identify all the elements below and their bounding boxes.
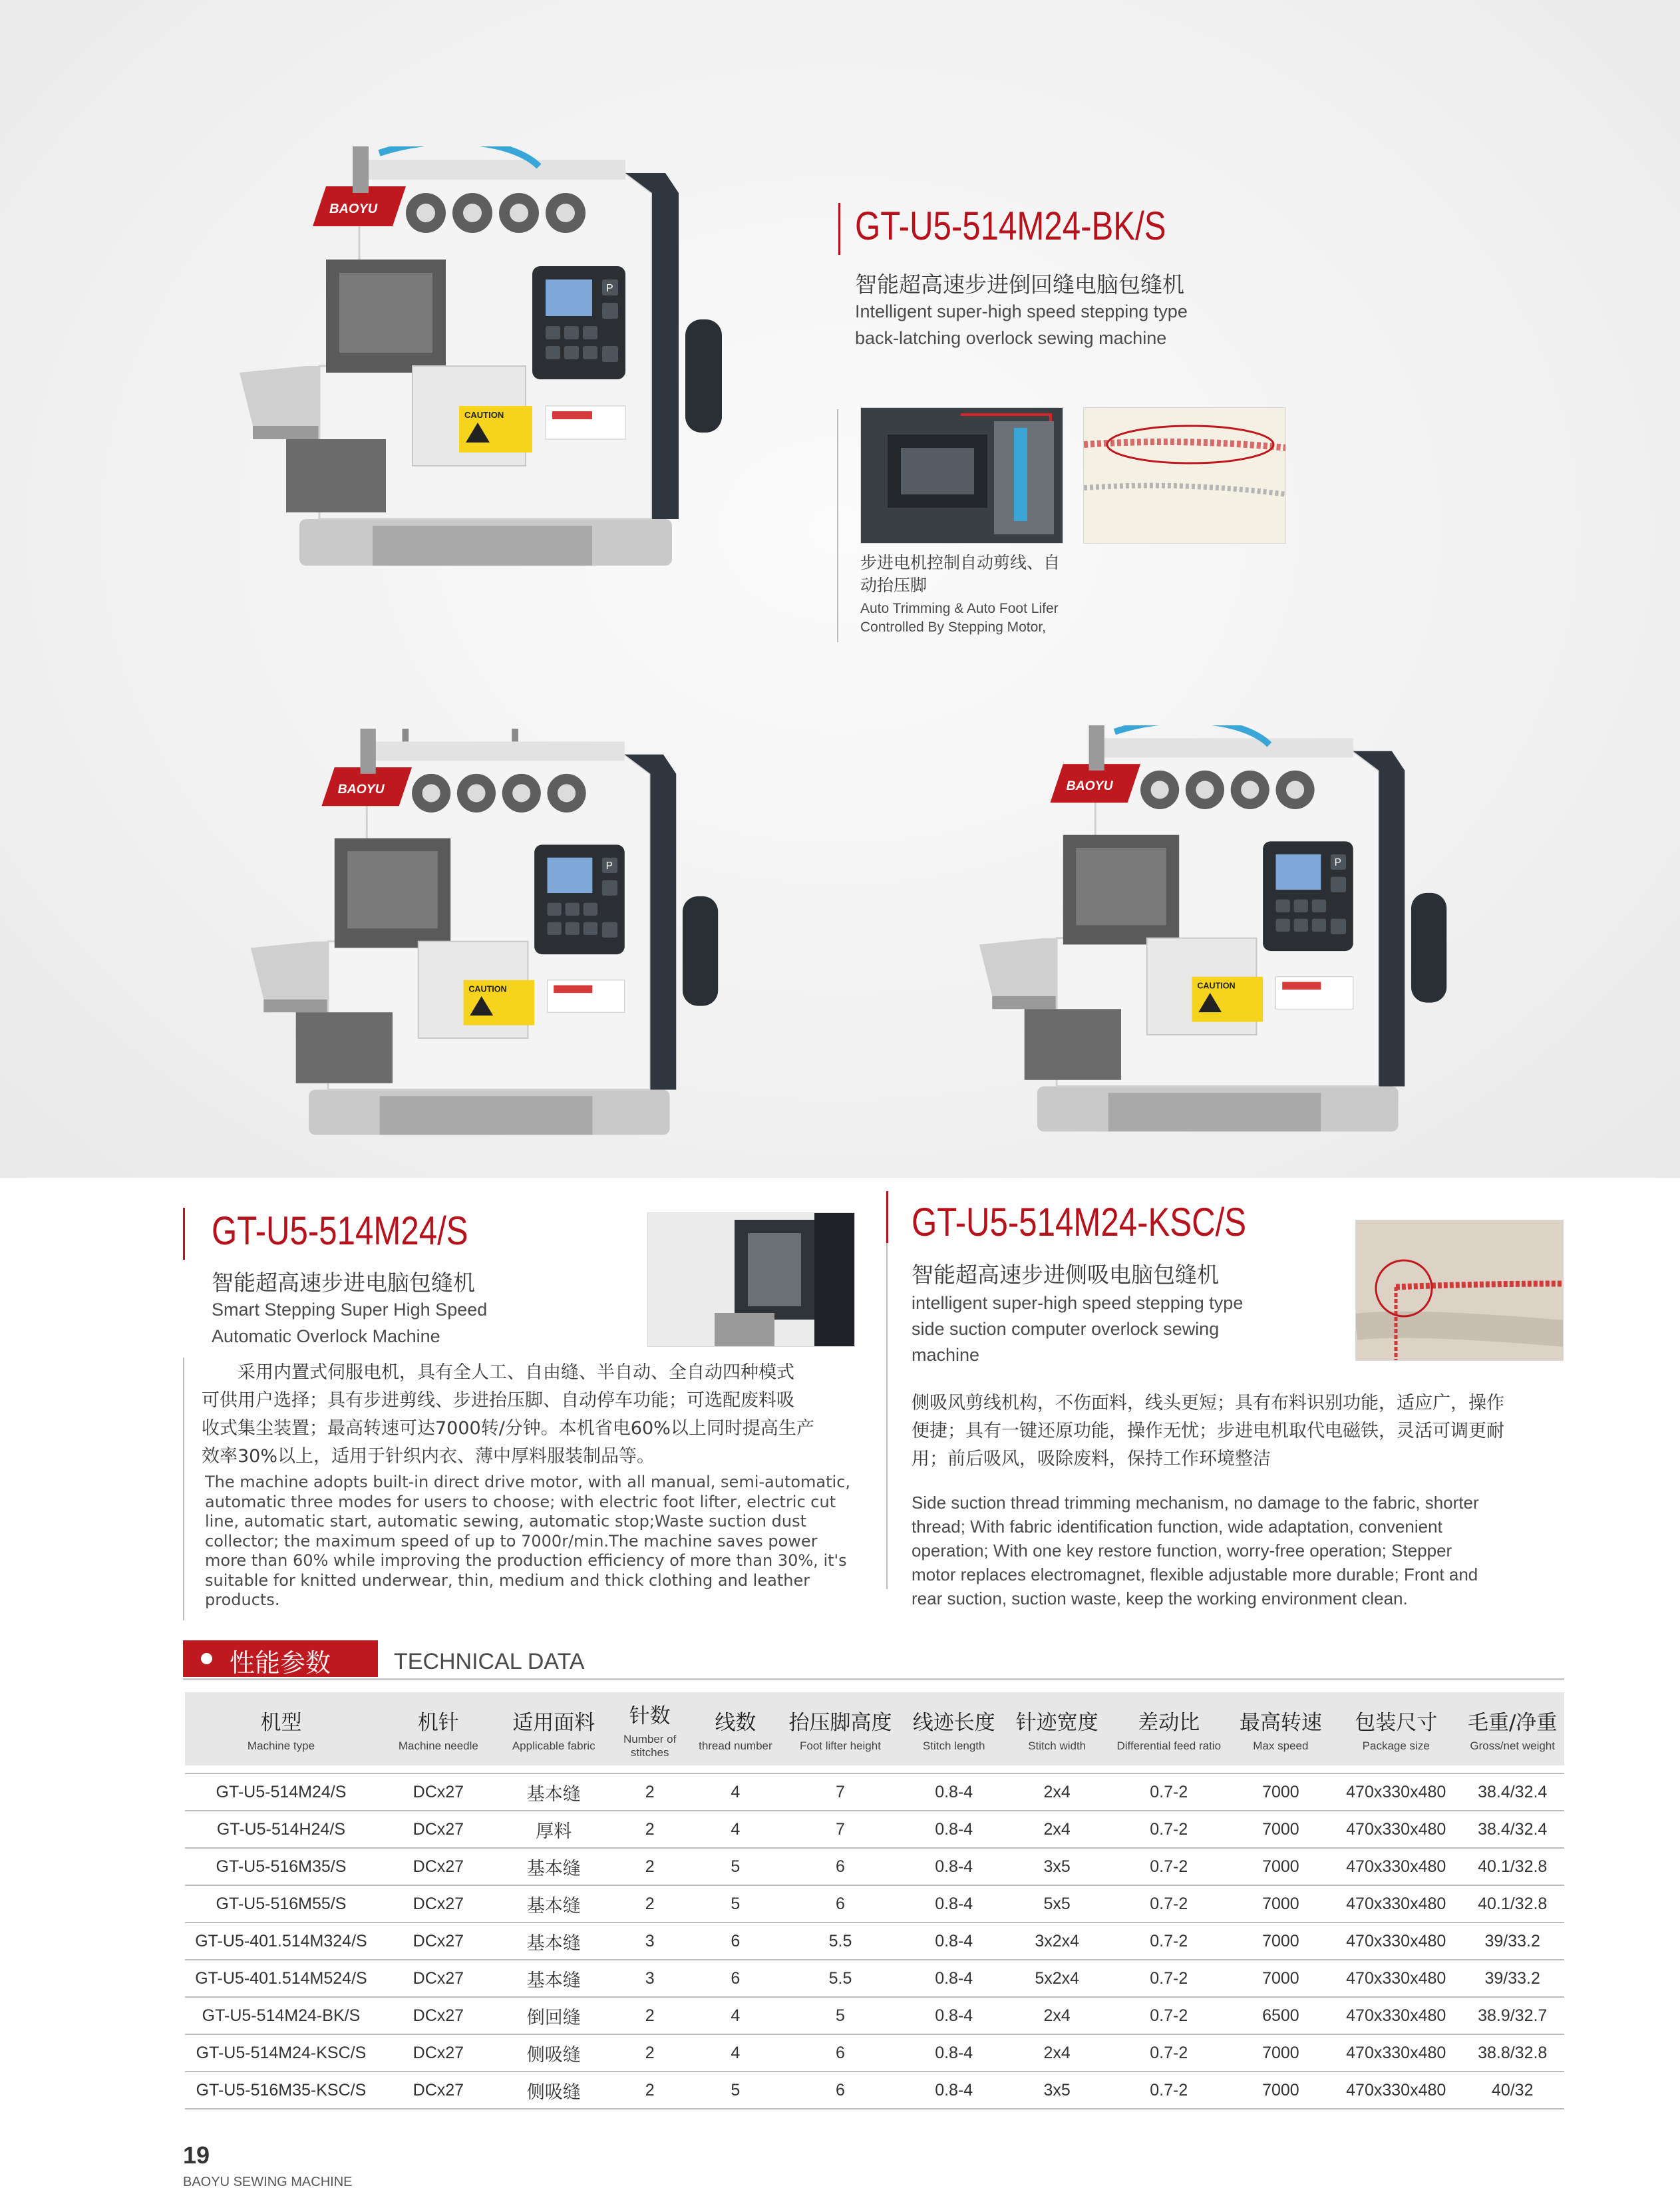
table-cell: 5 <box>692 1848 779 1885</box>
header-en: Applicable fabric <box>512 1739 595 1752</box>
table-cell: DCx27 <box>377 1960 500 1997</box>
table-cell: 7000 <box>1230 2034 1331 2072</box>
desc-zh-s-line: 效率30%以上，适用于针织内衣、薄中厚料服装制品等。 <box>202 1446 655 1467</box>
table-cell: 0.8-4 <box>902 1922 1007 1960</box>
table-cell: 470x330x480 <box>1331 1922 1460 1960</box>
desc-en-s-line: suitable for knitted underwear, thin, medium and thick clothing and leather <box>205 1570 810 1590</box>
header-zh: 机型 <box>260 1710 302 1735</box>
model-title-s: GT-U5-514M24/S <box>212 1208 468 1253</box>
table-cell: 7000 <box>1230 1848 1331 1885</box>
table-cell: GT-U5-514M24/S <box>185 1773 377 1811</box>
desc-en-ksc-line: Side suction thread trimming mechanism, no damage to the fabric, shorter <box>912 1493 1479 1513</box>
photo-side-suction-stitch <box>1355 1220 1564 1361</box>
title-accent-s <box>183 1208 185 1260</box>
section-underline <box>183 1678 1564 1680</box>
desc-en-s-line: The machine adopts built-in direct drive motor, with all manual, semi-automatic, <box>205 1473 851 1491</box>
table-cell: 0.8-4 <box>902 1773 1007 1811</box>
table-cell: 2 <box>608 1773 692 1811</box>
panel-key-text: P <box>1334 857 1341 869</box>
table-cell: 0.7-2 <box>1108 1811 1230 1848</box>
table-cell: 0.7-2 <box>1108 1997 1230 2034</box>
name-en-bks-2: back-latching overlock sewing machine <box>855 328 1167 348</box>
table-cell: 6 <box>692 1960 779 1997</box>
table-cell: 3x5 <box>1007 2072 1108 2109</box>
table-cell: 基本缝 <box>500 1885 608 1922</box>
header-zh: 适用面料 <box>512 1710 595 1735</box>
table-row <box>185 1997 1564 2034</box>
table-cell: 470x330x480 <box>1331 1885 1460 1922</box>
table-cell: 6 <box>692 1922 779 1960</box>
table-cell: 侧吸缝 <box>500 2072 608 2109</box>
header-zh: 针数 <box>629 1704 671 1728</box>
desc-en-ksc-line: rear suction, suction waste, keep the working environment clean. <box>912 1588 1408 1608</box>
table-cell: 0.7-2 <box>1108 1922 1230 1960</box>
desc-zh-s-line: 可供用户选择；具有步进剪线、步进抬压脚、自动停车功能；可选配废料吸 <box>202 1390 794 1411</box>
table-header-row <box>185 1692 1564 1765</box>
feature-en-bks-1: Auto Trimming & Auto Foot Lifer <box>860 601 1059 616</box>
table-header-cell <box>185 1692 377 1765</box>
desc-en-s-line: more than 60% while improving the production efficiency of more than 30%, it's <box>205 1551 847 1570</box>
table-cell: DCx27 <box>377 1811 500 1848</box>
table-cell: 6500 <box>1230 1997 1331 2034</box>
brand-logo-text: BAOYU <box>337 781 385 797</box>
table-cell: 3 <box>608 1960 692 1997</box>
table-cell: 38.8/32.8 <box>1460 2034 1564 2072</box>
feature-zh-bks-2: 动抬压脚 <box>860 576 927 595</box>
feature-zh-bks-1: 步进电机控制自动剪线、自 <box>860 553 1061 572</box>
name-en-ksc-2: side suction computer overlock sewing <box>912 1319 1220 1339</box>
header-zh: 线数 <box>715 1710 756 1735</box>
model-title-bks: GT-U5-514M24-BK/S <box>855 204 1166 248</box>
table-cell: 470x330x480 <box>1331 2072 1460 2109</box>
table-cell: 0.8-4 <box>902 2034 1007 2072</box>
header-en: Package size <box>1362 1739 1430 1752</box>
table-header-cell <box>902 1692 1007 1765</box>
header-zh: 线迹长度 <box>912 1710 995 1735</box>
table-header-cell <box>500 1692 608 1765</box>
table-header-cell <box>1108 1692 1230 1765</box>
header-en: Machine needle <box>398 1739 478 1752</box>
table-spacer-cell <box>185 1765 1564 1773</box>
table-cell: 6 <box>779 2072 902 2109</box>
model-title-ksc: GT-U5-514M24-KSC/S <box>912 1200 1247 1244</box>
table-cell: DCx27 <box>377 1773 500 1811</box>
table-cell: 2 <box>608 1848 692 1885</box>
table-cell: 2 <box>608 2072 692 2109</box>
table-cell: DCx27 <box>377 1885 500 1922</box>
footer-brand: BAOYU SEWING MACHINE <box>183 2175 353 2189</box>
table-cell: GT-U5-401.514M324/S <box>185 1922 377 1960</box>
table-row <box>185 1885 1564 1922</box>
table-cell: 厚料 <box>500 1811 608 1848</box>
header-en: Differential feed ratio <box>1116 1739 1222 1752</box>
table-row <box>185 1960 1564 1997</box>
desc-zh-s-line: 收式集尘装置；最高转速可达7000转/分钟。本机省电60%以上同时提高生产 <box>202 1418 814 1439</box>
name-zh-s: 智能超高速步进电脑包缝机 <box>212 1270 475 1296</box>
table-cell: 0.7-2 <box>1108 1885 1230 1922</box>
machine-image-bks <box>226 146 758 572</box>
table-cell: DCx27 <box>377 1848 500 1885</box>
table-header-cell <box>692 1692 779 1765</box>
table-cell: 5.5 <box>779 1922 902 1960</box>
header-en: Machine type <box>247 1739 315 1752</box>
table-cell: 4 <box>692 1773 779 1811</box>
title-accent-ksc <box>886 1191 888 1243</box>
table-cell: 7000 <box>1230 2072 1331 2109</box>
table-cell: 470x330x480 <box>1331 1848 1460 1885</box>
table-cell: 基本缝 <box>500 1960 608 1997</box>
page-number: 19 <box>183 2141 210 2169</box>
brand-logo-text: BAOYU <box>1066 778 1113 793</box>
table-cell: 5 <box>779 1997 902 2034</box>
brand-logo-text: BAOYU <box>329 202 378 216</box>
desc-en-s <box>205 1473 864 1610</box>
header-zh: 机针 <box>417 1710 459 1735</box>
table-cell: 40/32 <box>1460 2072 1564 2109</box>
table-cell: 7000 <box>1230 1922 1331 1960</box>
table-cell: GT-U5-401.514M524/S <box>185 1960 377 1997</box>
name-en-s-2: Automatic Overlock Machine <box>212 1326 440 1346</box>
table-header-cell <box>377 1692 500 1765</box>
table-cell: 基本缝 <box>500 1922 608 1960</box>
table-cell: 5 <box>692 1885 779 1922</box>
desc-zh-ksc-line: 便捷；具有一键还原功能，操作无忧；步进电机取代电磁铁，灵活可调更耐 <box>912 1421 1504 1441</box>
header-en: Stitch width <box>1028 1739 1087 1752</box>
table-row <box>185 2072 1564 2109</box>
table-cell: 基本缝 <box>500 1773 608 1811</box>
table-row <box>185 1848 1564 1885</box>
table-header-cell <box>608 1692 692 1765</box>
table-cell: 6 <box>779 2034 902 2072</box>
table-cell: 2 <box>608 2034 692 2072</box>
table-cell: 2x4 <box>1007 1811 1108 1848</box>
table-cell: 2 <box>608 1885 692 1922</box>
table-header-cell <box>779 1692 902 1765</box>
table-cell: DCx27 <box>377 1997 500 2034</box>
name-zh-ksc: 智能超高速步进侧吸电脑包缝机 <box>912 1262 1219 1288</box>
table-cell: 470x330x480 <box>1331 2034 1460 2072</box>
table-cell: 0.8-4 <box>902 1811 1007 1848</box>
desc-en-ksc-line: operation; With one key restore function, worry-free operation; Stepper <box>912 1541 1452 1560</box>
table-cell: 0.8-4 <box>902 1997 1007 2034</box>
table-cell: 倒回缝 <box>500 1997 608 2034</box>
table-cell: 470x330x480 <box>1331 1960 1460 1997</box>
title-accent-bks <box>838 203 840 255</box>
header-zh: 包装尺寸 <box>1355 1710 1438 1735</box>
table-cell: DCx27 <box>377 2034 500 2072</box>
table-cell: 7 <box>779 1773 902 1811</box>
header-en: thread number <box>699 1739 772 1752</box>
desc-en-s-line: collector; the maximum speed of up to 7000r/min.The machine saves power <box>205 1531 818 1551</box>
table-cell: 2x4 <box>1007 2034 1108 2072</box>
table-row <box>185 2034 1564 2072</box>
table-cell: 0.8-4 <box>902 1848 1007 1885</box>
desc-zh-s-line: 采用内置式伺服电机，具有全人工、自由缝、半自动、全自动四种模式 <box>202 1362 794 1383</box>
table-cell: GT-U5-516M35/S <box>185 1848 377 1885</box>
header-zh: 抬压脚高度 <box>788 1710 892 1735</box>
table-cell: 3x2x4 <box>1007 1922 1108 1960</box>
header-en: Gross/net weight <box>1470 1739 1555 1752</box>
table-cell: 5 <box>692 2072 779 2109</box>
table-cell: GT-U5-516M55/S <box>185 1885 377 1922</box>
desc-en-s-line: automatic three modes for users to choose; with electric foot lifter, electric cut <box>205 1492 836 1511</box>
table-cell: 0.7-2 <box>1108 1848 1230 1885</box>
table-cell: 4 <box>692 1811 779 1848</box>
table-cell: 39/33.2 <box>1460 1922 1564 1960</box>
table-cell: 2 <box>608 1811 692 1848</box>
table-cell: 0.7-2 <box>1108 1773 1230 1811</box>
name-en-ksc-1: intelligent super-high speed stepping type <box>912 1293 1244 1313</box>
table-cell: 470x330x480 <box>1331 1811 1460 1848</box>
table-cell: 7000 <box>1230 1885 1331 1922</box>
table-cell: 6 <box>779 1848 902 1885</box>
panel-key-text: P <box>605 860 613 872</box>
desc-en-ksc <box>912 1491 1570 1610</box>
table-cell: 39/33.2 <box>1460 1960 1564 1997</box>
section-bullet-icon <box>201 1653 212 1664</box>
table-cell: 7000 <box>1230 1773 1331 1811</box>
desc-zh-s <box>202 1359 860 1471</box>
header-en: Number of stitches <box>623 1732 677 1759</box>
table-cell: 2x4 <box>1007 1773 1108 1811</box>
table-cell: 38.4/32.4 <box>1460 1811 1564 1848</box>
table-cell: 3 <box>608 1922 692 1960</box>
caution-label-text: CAUTION <box>464 410 504 420</box>
table-row <box>185 1773 1564 1811</box>
table-header-cell <box>1007 1692 1108 1765</box>
table-cell: DCx27 <box>377 2072 500 2109</box>
feature-en-bks-2: Controlled By Stepping Motor, <box>860 620 1046 635</box>
table-row <box>185 1811 1564 1848</box>
table-cell: 7000 <box>1230 1811 1331 1848</box>
header-zh: 毛重/净重 <box>1467 1710 1558 1735</box>
table-cell: 470x330x480 <box>1331 1997 1460 2034</box>
feature-rule-bks <box>837 409 838 642</box>
caution-label-text: CAUTION <box>1197 981 1236 991</box>
photo-stitch-fabric <box>1083 407 1286 544</box>
machine-image-ksc <box>958 725 1490 1138</box>
table-header-cell <box>1331 1692 1460 1765</box>
table-cell: 7 <box>779 1811 902 1848</box>
table-cell: 4 <box>692 1997 779 2034</box>
table-cell: GT-U5-514M24-KSC/S <box>185 2034 377 2072</box>
table-cell: 7000 <box>1230 1960 1331 1997</box>
technical-data-table <box>185 1692 1564 2109</box>
table-cell: 38.4/32.4 <box>1460 1773 1564 1811</box>
table-cell: 0.7-2 <box>1108 2072 1230 2109</box>
table-cell: 5x5 <box>1007 1885 1108 1922</box>
table-cell: GT-U5-516M35-KSC/S <box>185 2072 377 2109</box>
section-title-zh: 性能参数 <box>230 1648 331 1678</box>
column-divider-ksc <box>886 1243 888 1589</box>
table-spacer-row <box>185 1765 1564 1773</box>
header-zh: 针迹宽度 <box>1015 1710 1098 1735</box>
name-zh-bks: 智能超高速步进倒回缝电脑包缝机 <box>855 272 1184 297</box>
panel-key-text: P <box>606 283 613 294</box>
table-cell: 基本缝 <box>500 1848 608 1885</box>
desc-zh-ksc <box>912 1389 1570 1473</box>
table-cell: 3x5 <box>1007 1848 1108 1885</box>
desc-rule-s <box>183 1358 184 1620</box>
table-cell: 5.5 <box>779 1960 902 1997</box>
desc-en-ksc-line: motor replaces electromagnet, flexible adjustable more durable; Front and <box>912 1564 1478 1584</box>
header-en: Foot lifter height <box>800 1739 881 1752</box>
photo-stitch-head <box>647 1212 855 1347</box>
table-cell: 0.8-4 <box>902 1960 1007 1997</box>
name-en-ksc-3: machine <box>912 1345 980 1365</box>
photo-stepping-motor <box>860 407 1063 544</box>
table-cell: 40.1/32.8 <box>1460 1885 1564 1922</box>
table-row <box>185 1922 1564 1960</box>
header-zh: 差动比 <box>1138 1710 1200 1735</box>
desc-en-s-line: products. <box>205 1590 280 1609</box>
machine-image-s <box>230 729 762 1141</box>
table-cell: 40.1/32.8 <box>1460 1848 1564 1885</box>
table-cell: 6 <box>779 1885 902 1922</box>
name-en-s-1: Smart Stepping Super High Speed <box>212 1300 488 1320</box>
caution-label-text: CAUTION <box>468 984 507 994</box>
header-en: Stitch length <box>922 1739 985 1752</box>
desc-en-ksc-line: thread; With fabric identification function, wide adaptation, convenient <box>912 1517 1442 1537</box>
table-header-cell <box>1230 1692 1331 1765</box>
name-en-bks-1: Intelligent super-high speed stepping type <box>855 301 1188 321</box>
table-cell: 470x330x480 <box>1331 1773 1460 1811</box>
table-header-cell <box>1460 1692 1564 1765</box>
table-cell: 2x4 <box>1007 1997 1108 2034</box>
header-en: Max speed <box>1253 1739 1309 1752</box>
table-cell: 0.7-2 <box>1108 2034 1230 2072</box>
desc-zh-ksc-line: 侧吸风剪线机构，不伤面料，线头更短；具有布料识别功能，适应广，操作 <box>912 1393 1504 1413</box>
desc-en-s-line: line, automatic start, automatic sewing, automatic stop;Waste suction dust <box>205 1512 806 1531</box>
table-cell: 0.8-4 <box>902 1885 1007 1922</box>
table-cell: 2 <box>608 1997 692 2034</box>
table-cell: 0.8-4 <box>902 2072 1007 2109</box>
table-cell: 侧吸缝 <box>500 2034 608 2072</box>
section-title-en: TECHNICAL DATA <box>394 1649 585 1674</box>
table-cell: 38.9/32.7 <box>1460 1997 1564 2034</box>
header-zh: 最高转速 <box>1239 1710 1322 1735</box>
table-cell: GT-U5-514M24-BK/S <box>185 1997 377 2034</box>
table-cell: 0.7-2 <box>1108 1960 1230 1997</box>
table-cell: 5x2x4 <box>1007 1960 1108 1997</box>
table-cell: 4 <box>692 2034 779 2072</box>
table-cell: GT-U5-514H24/S <box>185 1811 377 1848</box>
table-cell: DCx27 <box>377 1922 500 1960</box>
desc-zh-ksc-line: 用；前后吸风，吸除废料，保持工作环境整洁 <box>912 1449 1271 1469</box>
